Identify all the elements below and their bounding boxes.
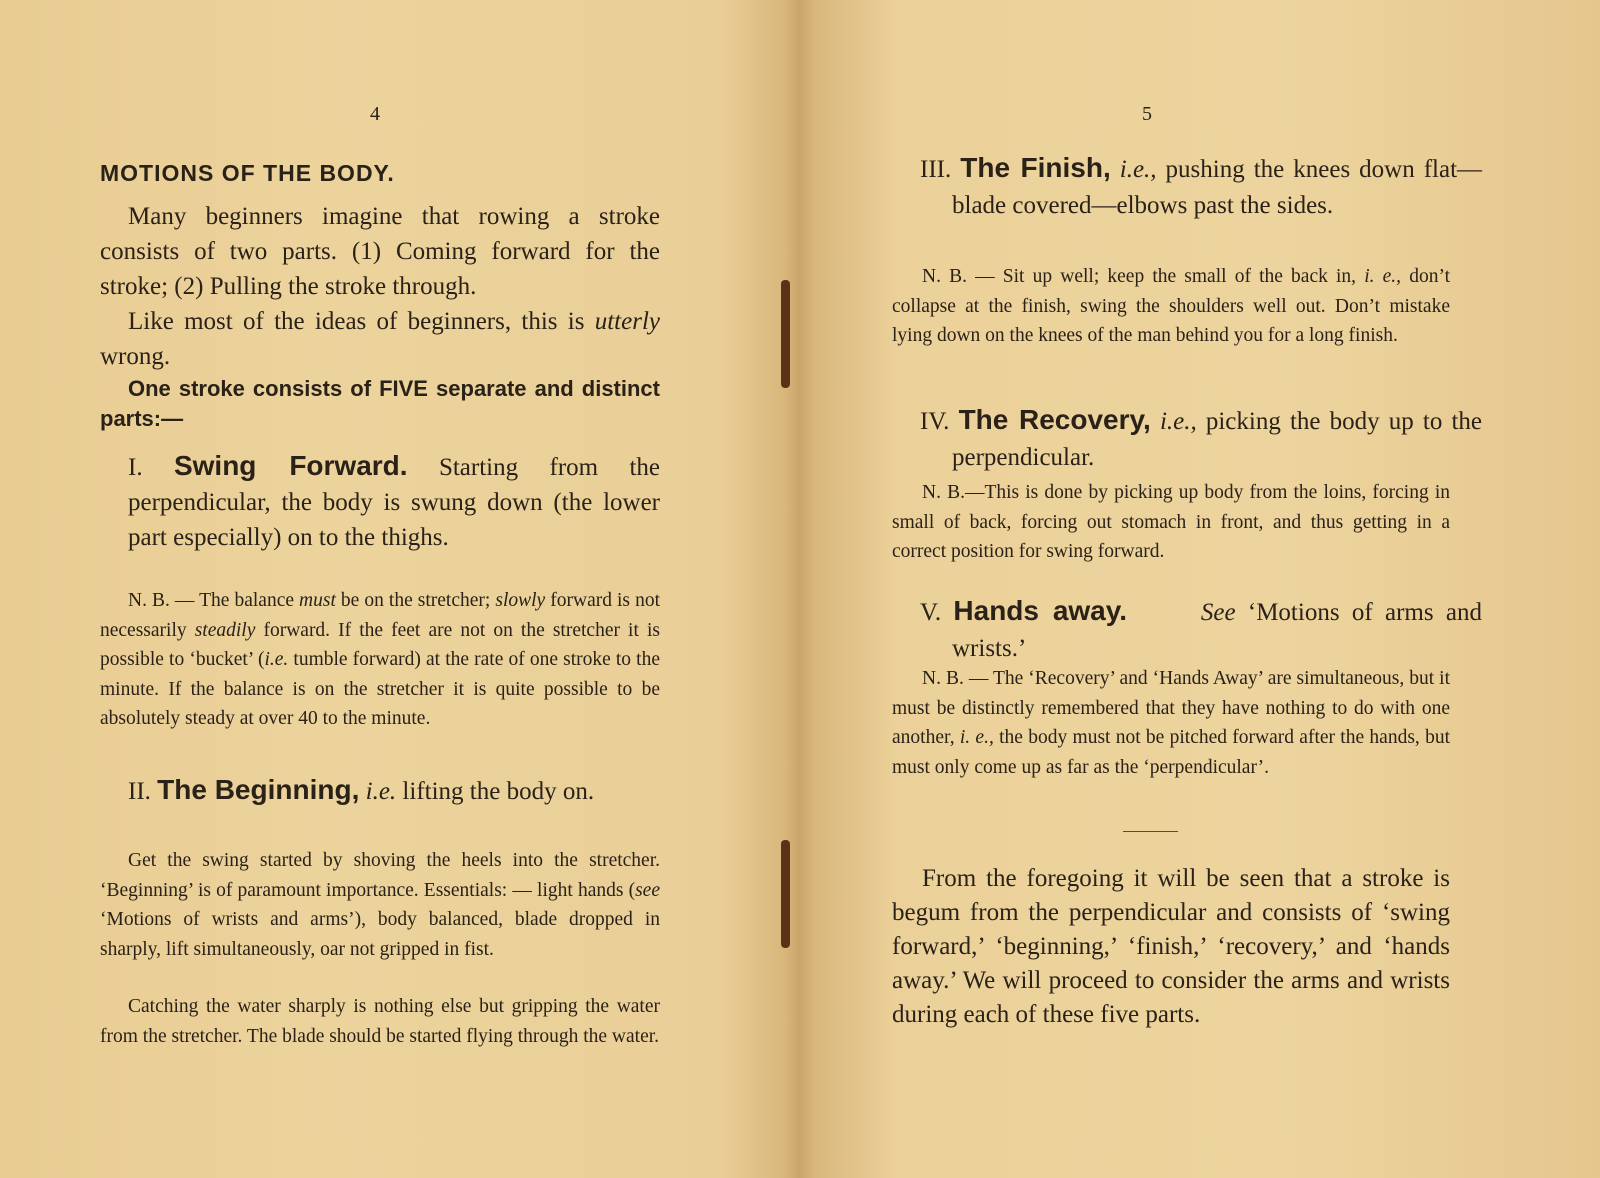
- part-3-note: [892, 262, 1450, 351]
- part-3-text: pushing the knees down flat—blade covered—elbows past the sides.: [952, 156, 1483, 219]
- intro-paragraph-2: [100, 304, 660, 374]
- part-4-ie: i.e.,: [1159, 408, 1197, 435]
- part-2-note-2: Catching the water sharply is nothing else but gripping the water from the stretcher. The blade should be started flying through the water.: [100, 996, 660, 1047]
- conclusion-paragraph: From the foregoing it will be seen that a stroke is begum from the perpendicular and consists of ‘swing forward,’ ‘beginning,’ ‘finish,’ ‘recovery,’ and ‘hands away.’ We will proceed to consider the arms and wrists during each of these five parts.: [892, 865, 1450, 1028]
- part-5-numeral: V.: [920, 599, 942, 626]
- part-4-heading: [920, 402, 1482, 476]
- part-1-title: Swing Forward.: [173, 450, 408, 481]
- part-2-numeral: II.: [128, 778, 151, 805]
- note-1-italic-ie: i.e.: [264, 649, 289, 670]
- part-5-see: See: [1200, 599, 1236, 626]
- part-2-title: The Beginning,: [157, 774, 360, 805]
- intro-text-2a: Like most of the ideas of beginners, this is: [128, 308, 595, 335]
- page-number-left: 4: [370, 103, 380, 125]
- part-4-title: The Recovery,: [958, 404, 1151, 435]
- note-1-italic-must: must: [299, 590, 336, 611]
- part-4-note: N. B.—This is done by picking up body from the loins, forcing in small of back, forcing out stomach in front, and thus getting in a correct position for swing forward.: [892, 482, 1450, 562]
- note-3-text-b: don’t collapse at the finish, swing the shoulders well out. Don’t mistake lying down on the knees of the man behind you for a long finish.: [892, 266, 1451, 346]
- part-2-ie: i.e.: [365, 778, 397, 805]
- intro-text-1: Many beginners imagine that rowing a stroke consists of two parts. (1) Coming forward for the stroke; (2) Pulling the stroke through.: [100, 203, 660, 300]
- section-divider: [1123, 831, 1178, 832]
- note-1-italic-slowly: slowly: [495, 590, 546, 611]
- part-2-note-1: [100, 846, 660, 964]
- part-5-text: ‘Motions of arms and wrists.’: [952, 599, 1482, 662]
- part-1-numeral: I.: [128, 454, 143, 481]
- note-1-italic-steadily: steadily: [194, 619, 256, 641]
- note-5-text-b: the body must not be pitched forward after the hands, but must only come up as far as the ‘perpendicular’.: [892, 727, 1450, 778]
- left-page: [0, 0, 790, 1178]
- note-1-text-e: tumble forward) at the rate of one stroke to the minute. If the balance is on the stretcher it is quite possible to be absolutely steady at over 40 to the minute.: [100, 649, 660, 729]
- note-3-italic-ie: i. e.,: [1364, 266, 1402, 287]
- part-1-text: Starting from the perpendicular, the body is swung down (the lower part especially) on to the thighs.: [128, 454, 661, 551]
- right-page: [800, 0, 1600, 1178]
- part-5-heading: [920, 593, 1482, 667]
- part-4-text: picking the body up to the perpendicular.: [952, 408, 1483, 471]
- part-1-heading: [128, 448, 660, 555]
- five-parts-statement: One stroke consists of FIVE separate and distinct parts:—: [100, 376, 660, 431]
- note-1-text-c: forward is not necessarily: [100, 590, 660, 641]
- part-5-title: Hands away.: [953, 595, 1128, 626]
- part-3-ie: i.e.,: [1119, 156, 1157, 183]
- note-5-text-a: N. B. — The ‘Recovery’ and ‘Hands Away’ are simultaneous, but it must be distinctly remembered that they have nothing to do with one another,: [892, 668, 1450, 748]
- part-3-heading: [920, 150, 1482, 224]
- part-3-numeral: III.: [920, 156, 952, 183]
- note-1-text-d: forward. If the feet are not on the stretcher it is possible to ‘bucket’ (: [100, 619, 660, 670]
- note-1-text-b: be on the stretcher;: [335, 590, 496, 611]
- part-2-heading: [128, 772, 660, 810]
- part-4-numeral: IV.: [920, 408, 950, 435]
- note-2-text-b: ‘Motions of wrists and arms’), body balanced, blade dropped in sharply, lift simultaneously, oar not gripped in fist.: [100, 909, 660, 960]
- part-2-text: lifting the body on.: [396, 778, 595, 805]
- note-2-text-a: Get the swing started by shoving the heels into the stretcher. ‘Beginning’ is of paramount importance. Essentials: — light hands (: [100, 850, 660, 901]
- intro-italic: utterly: [594, 308, 660, 335]
- section-title: MOTIONS OF THE BODY.: [100, 160, 395, 186]
- part-1-note: [100, 586, 660, 734]
- part-3-title: The Finish,: [960, 152, 1111, 183]
- page-number-right: 5: [1142, 103, 1152, 125]
- part-5-note: [892, 664, 1450, 782]
- intro-paragraph-1: [100, 199, 660, 304]
- note-5-italic-ie: i. e.,: [959, 727, 994, 748]
- note-3-text-a: N. B. — Sit up well; keep the small of the back in,: [922, 266, 1365, 287]
- note-2-italic-see: see: [635, 879, 660, 901]
- intro-text-2b: wrong.: [100, 343, 171, 370]
- note-1-text-a: N. B. — The balance: [128, 590, 300, 611]
